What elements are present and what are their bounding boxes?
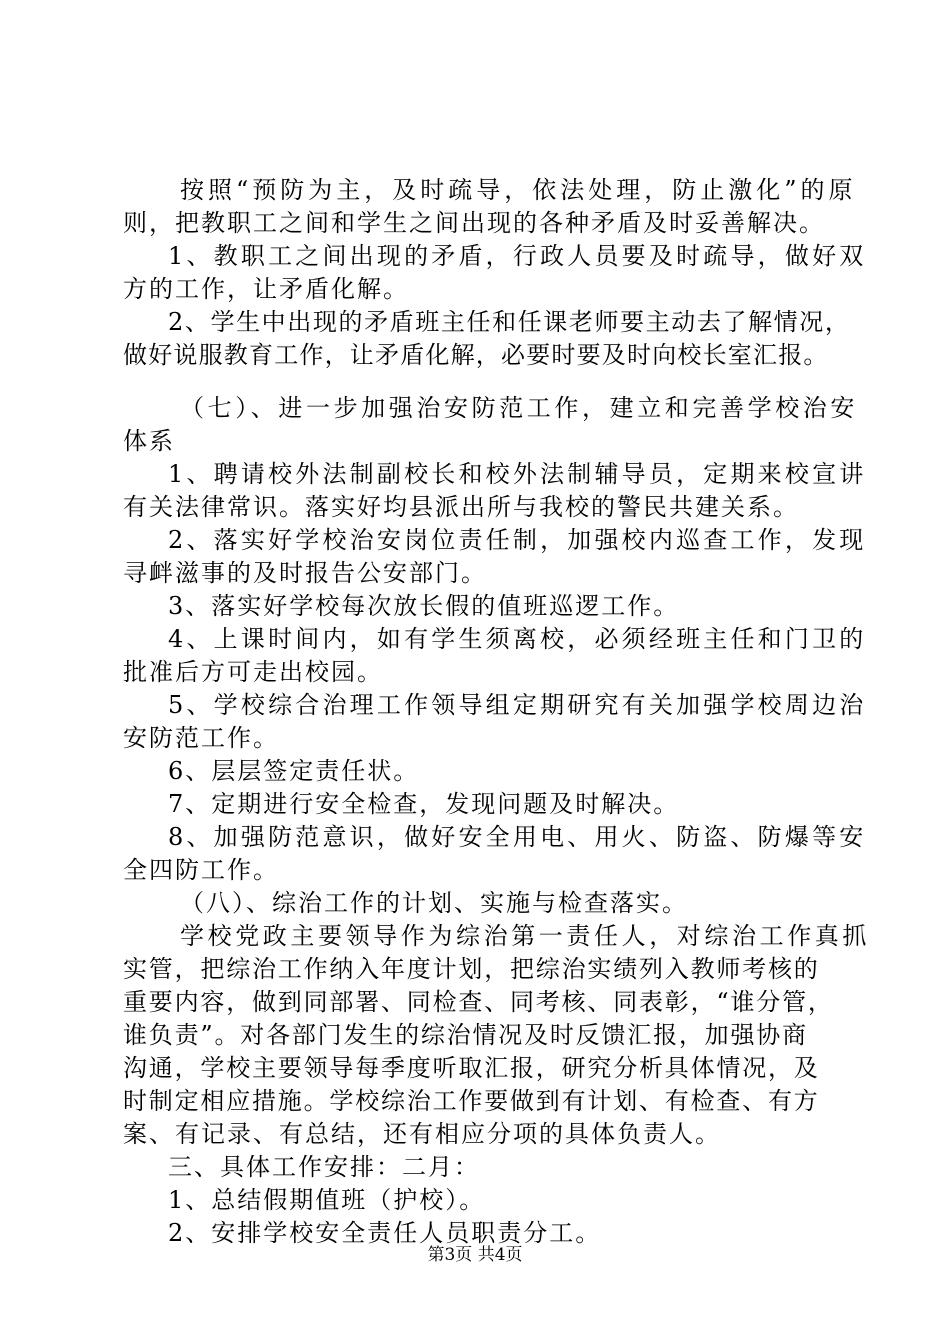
text-line: 体系 bbox=[123, 427, 175, 455]
text-line: 案、有记录、有总结，还有相应分项的具体负责人。 bbox=[123, 1120, 721, 1148]
text-line: 2、学生中出现的矛盾班主任和任课老师要主动去了解情况， bbox=[168, 308, 851, 336]
text-line: 6、层层签定责任状。 bbox=[168, 757, 420, 785]
text-line: 1、聘请校外法制副校长和校外法制辅导员，定期来校宣讲 bbox=[168, 460, 867, 488]
page-footer: 第3页 共4页 bbox=[427, 1245, 523, 1265]
text-line: 5、学校综合治理工作领导组定期研究有关加强学校周边治 bbox=[168, 691, 867, 719]
text-line: 谁负责”。对各部门发生的综治情况及时反馈汇报，加强协商 bbox=[123, 1021, 808, 1049]
section-heading: （八）、综治工作的计划、实施与检查落实。 bbox=[180, 889, 688, 917]
text-line: 沟通，学校主要领导每季度听取汇报，研究分析具体情况，及 bbox=[123, 1054, 820, 1082]
text-line: 时制定相应措施。学校综治工作要做到有计划、有检查、有方 bbox=[123, 1087, 820, 1115]
text-line: 批准后方可走出校园。 bbox=[123, 658, 383, 686]
text-line: 全四防工作。 bbox=[123, 856, 279, 884]
text-line: 做好说服教育工作，让矛盾化解，必要时要及时向校长室汇报。 bbox=[123, 341, 829, 369]
text-line: 则，把教职工之间和学生之间出现的各种矛盾及时妥善解决。 bbox=[123, 209, 825, 237]
text-line: 3、落实好学校每次放长假的值班巡逻工作。 bbox=[168, 592, 680, 620]
text-line: 1、总结假期值班（护校）。 bbox=[168, 1186, 486, 1214]
section-heading: 三、具体工作安排：二月： bbox=[168, 1153, 480, 1181]
text-line: 7、定期进行安全检查，发现问题及时解决。 bbox=[168, 790, 680, 818]
section-heading: （七）、进一步加强治安防范工作，建立和完善学校治安 bbox=[180, 394, 858, 422]
text-line: 4、上课时间内，如有学生须离校，必须经班主任和门卫的 bbox=[168, 625, 867, 653]
text-line: 安防范工作。 bbox=[123, 724, 279, 752]
text-line: 重要内容，做到同部署、同检查、同考核、同表彰，“谁分管， bbox=[123, 988, 834, 1016]
text-line: 实管，把综治工作纳入年度计划，把综治实绩列入教师考核的 bbox=[123, 955, 820, 983]
text-line: 8、加强防范意识，做好安全用电、用火、防盗、防爆等安 bbox=[168, 823, 867, 851]
text-line: 2、安排学校安全责任人员职责分工。 bbox=[168, 1219, 602, 1247]
text-line: 1、教职工之间出现的矛盾，行政人员要及时疏导，做好双 bbox=[168, 242, 867, 270]
text-line: 按照“预防为主，及时疏导，依法处理，防止激化”的原 bbox=[180, 176, 857, 204]
text-line: 学校党政主要领导作为综治第一责任人，对综治工作真抓 bbox=[180, 922, 870, 950]
text-line: 寻衅滋事的及时报告公安部门。 bbox=[123, 559, 487, 587]
text-line: 有关法律常识。落实好均县派出所与我校的警民共建关系。 bbox=[123, 493, 799, 521]
text-line: 2、落实好学校治安岗位责任制，加强校内巡查工作，发现 bbox=[168, 526, 867, 554]
text-line: 方的工作，让矛盾化解。 bbox=[123, 275, 409, 303]
